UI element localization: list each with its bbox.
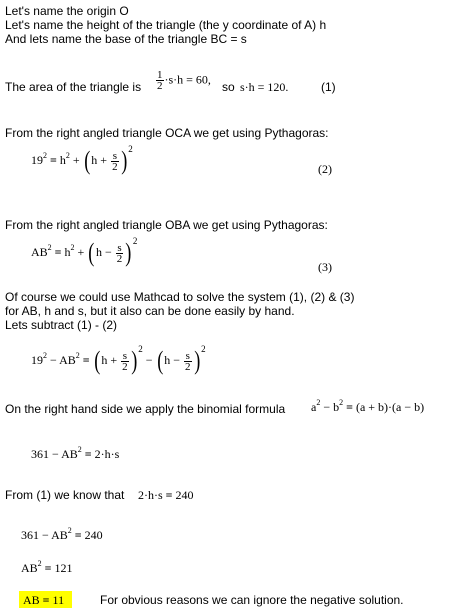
subtract-equation: $19^2 - AB^2 = (h$ + $\frac{s}{2}$ )2 − (h − $\frac{s}{2}$ )2 [31, 344, 206, 375]
oca-text: From the right angled triangle OCA we get using Pythagoras: [5, 126, 329, 140]
intro-line-1: Let's name the origin O [5, 4, 129, 18]
step-2-equation: $361 - AB^2 = 240$ [21, 526, 103, 542]
step-3-equation: $AB^2 = 121$ [21, 559, 73, 575]
area-expression-2: s·h = 120. [240, 80, 289, 94]
intro-line-2: Let's name the height of the triangle (the y coordinate of A) h [5, 18, 327, 32]
equation-number-1: (1) [321, 80, 336, 94]
solve-line-1: Of course we could use Mathcad to solve the system (1), (2) & (3) [5, 290, 355, 304]
one-half-fraction: $\frac{1}{2}$ [157, 69, 163, 92]
intro-line-3: And lets name the base of the triangle BC = s [5, 32, 247, 46]
s-over-2-fraction: $\frac{s}{2}$ [122, 349, 128, 373]
step-1-equation: $361 - AB^2 = 2\cdot h\cdot s$ [31, 445, 120, 461]
area-expression: $\frac{1}{2}$ ·s·h = 60, [157, 69, 211, 92]
equation-2: $19^2 = h^2 + (h$ + $\frac{s}{2}$ )2 [31, 144, 133, 175]
s-over-2-fraction: $\frac{s}{2}$ [185, 349, 191, 373]
equation-number-3: (3) [318, 260, 332, 274]
answer-equation: AB = 11 [23, 593, 65, 607]
binomial-text: On the right hand side we apply the binomial formula [5, 402, 286, 416]
solve-line-3: Lets subtract (1) - (2) [5, 318, 118, 332]
solve-line-2: for AB, h and s, but it also can be done easily by hand. [5, 304, 295, 318]
s-over-2-fraction: $\frac{s}{2}$ [112, 149, 118, 173]
oba-text: From the right angled triangle OBA we get using Pythagoras: [5, 218, 328, 232]
from-1-text: From (1) we know that [5, 488, 125, 502]
binomial-formula: $a^2 - b^2 = (a + b)\cdot(a - b)$ [311, 398, 425, 414]
from-1-expression: 2·h·s = 240 [138, 488, 194, 502]
equation-number-2: (2) [318, 162, 332, 176]
equation-3: $AB^2 = h^2 + (h$ − $\frac{s}{2}$ )2 [31, 236, 138, 267]
s-over-2-fraction: $\frac{s}{2}$ [116, 241, 123, 265]
area-text: The area of the triangle is [5, 80, 142, 94]
answer-note: For obvious reasons we can ignore the negative solution. [100, 593, 404, 607]
area-so: so [222, 80, 235, 94]
